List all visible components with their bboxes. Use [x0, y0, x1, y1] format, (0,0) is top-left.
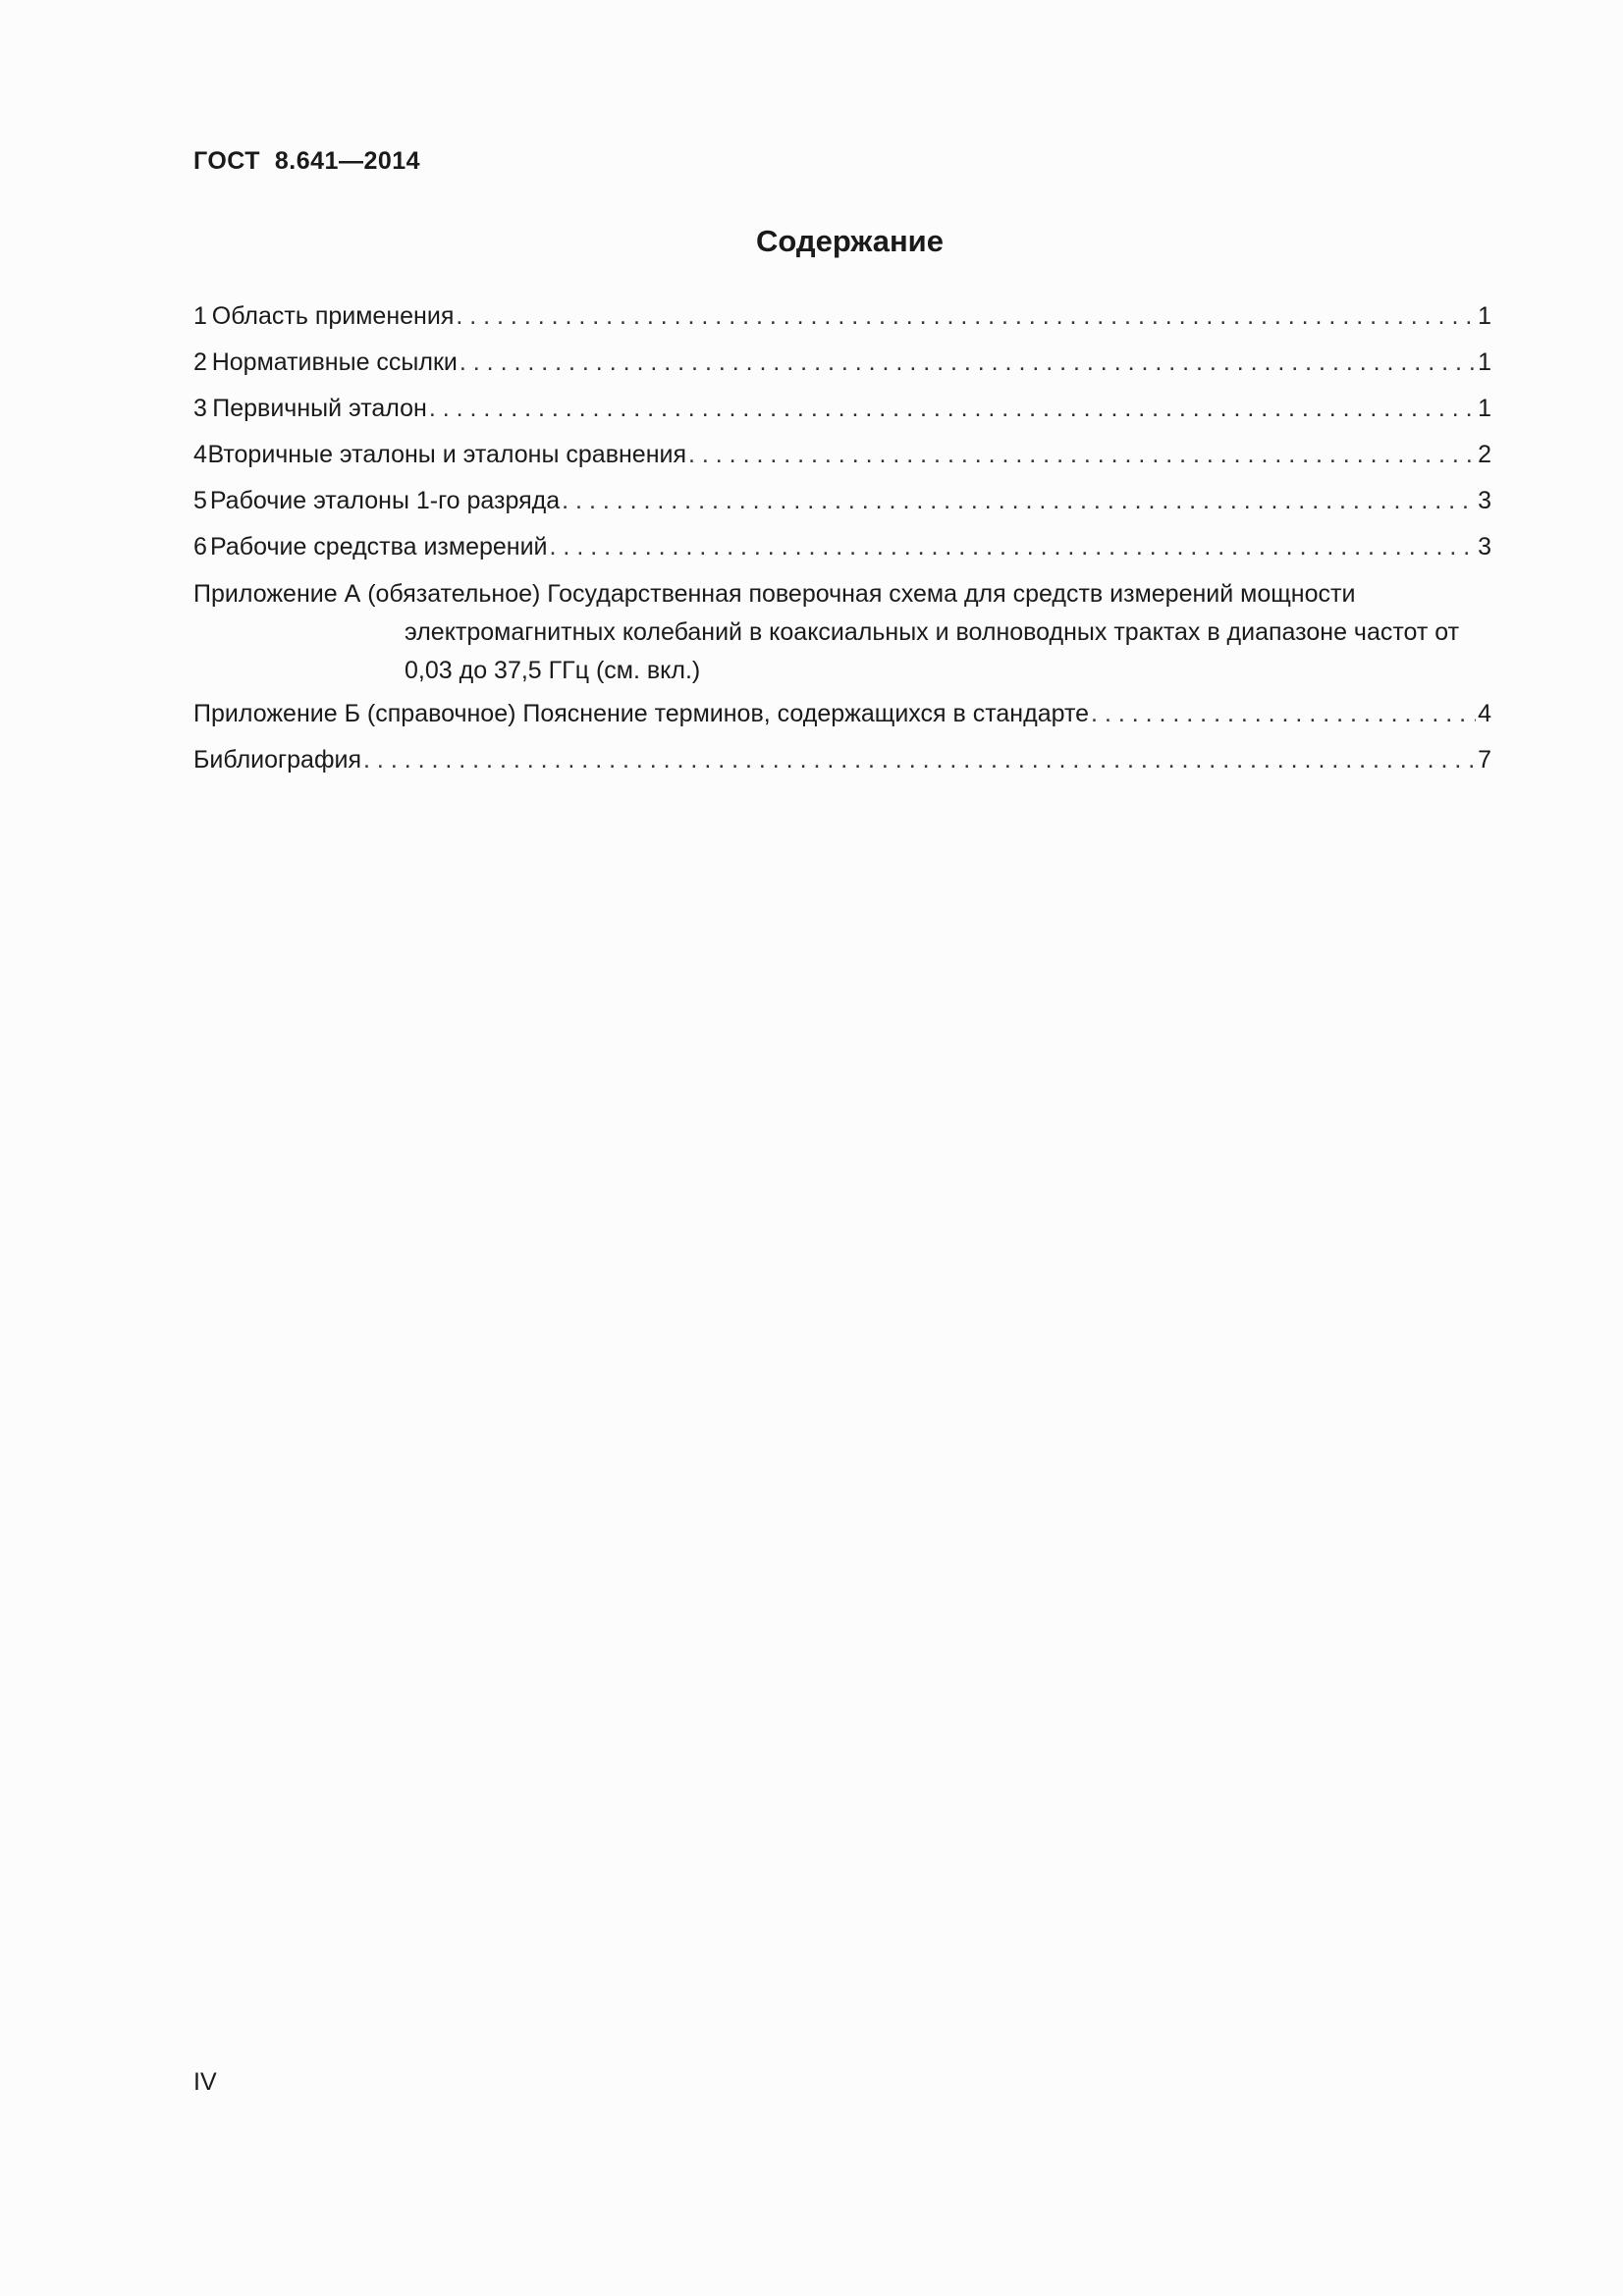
toc-entry-title: Приложение Б (справочное) Пояснение терминов, содержащихся в стандарте	[193, 700, 1090, 727]
toc-entry-4[interactable]	[193, 438, 1491, 484]
toc-entry-number: 4	[193, 441, 207, 468]
dot-leader	[429, 392, 1476, 425]
toc-entry-page: 3	[1478, 487, 1491, 514]
toc-entry-bibliography[interactable]	[193, 743, 1491, 789]
toc-entry-2[interactable]	[193, 346, 1491, 392]
dot-leader	[688, 438, 1476, 471]
toc-entry-title: Нормативные ссылки	[211, 348, 458, 376]
appendix-a-continuation: электромагнитных колебаний в коаксиальных и волноводных трактах в диапазоне частот от 0,03 до 37,5 ГГц (см. вкл.)	[405, 618, 1460, 684]
toc-title: Содержание	[756, 224, 944, 258]
toc-entry-number: 1	[193, 302, 207, 330]
toc-entry-page: 2	[1478, 441, 1491, 468]
toc-entry-page: 1	[1478, 302, 1491, 330]
toc-entry-appendix-a[interactable]	[193, 575, 1491, 690]
toc-entry-appendix-b[interactable]	[193, 697, 1491, 743]
toc-entry-title: Рабочие средства измерений	[210, 533, 548, 561]
toc-entry-number: 5	[193, 487, 207, 514]
dot-leader	[460, 346, 1476, 379]
toc-entry-page: 3	[1478, 533, 1491, 561]
toc-entry-page: 4	[1478, 700, 1491, 727]
dot-leader	[363, 743, 1476, 776]
page-number: IV	[193, 2068, 217, 2096]
toc-entry-number: 3	[193, 395, 207, 422]
toc-entry-page: 7	[1478, 746, 1491, 774]
toc-entry-number: 6	[193, 533, 207, 561]
appendix-a-title: Приложение А (обязательное) Государственная поверочная схема для средств измерений мощности	[193, 580, 1356, 608]
table-of-contents	[193, 299, 1491, 789]
toc-entry-6[interactable]	[193, 530, 1491, 576]
dot-leader	[456, 299, 1476, 333]
toc-entry-page: 1	[1478, 395, 1491, 422]
toc-entry-page: 1	[1478, 348, 1491, 376]
dot-leader	[1091, 697, 1476, 730]
toc-entry-title: Первичный эталон	[212, 395, 427, 422]
toc-entry-3[interactable]	[193, 392, 1491, 438]
toc-entry-5[interactable]	[193, 484, 1491, 530]
toc-entry-1[interactable]	[193, 299, 1491, 346]
toc-entry-title: Рабочие эталоны 1-го разряда	[209, 487, 561, 514]
dot-leader	[562, 484, 1476, 517]
dot-leader	[550, 530, 1477, 563]
toc-entry-title: Область применения	[211, 302, 455, 330]
toc-entry-number: 2	[193, 348, 207, 376]
toc-entry-title: Библиография	[193, 746, 362, 774]
toc-entry-title: Вторичные эталоны и эталоны сравнения	[207, 441, 686, 468]
document-code: ГОСТ 8.641—2014	[193, 147, 421, 175]
